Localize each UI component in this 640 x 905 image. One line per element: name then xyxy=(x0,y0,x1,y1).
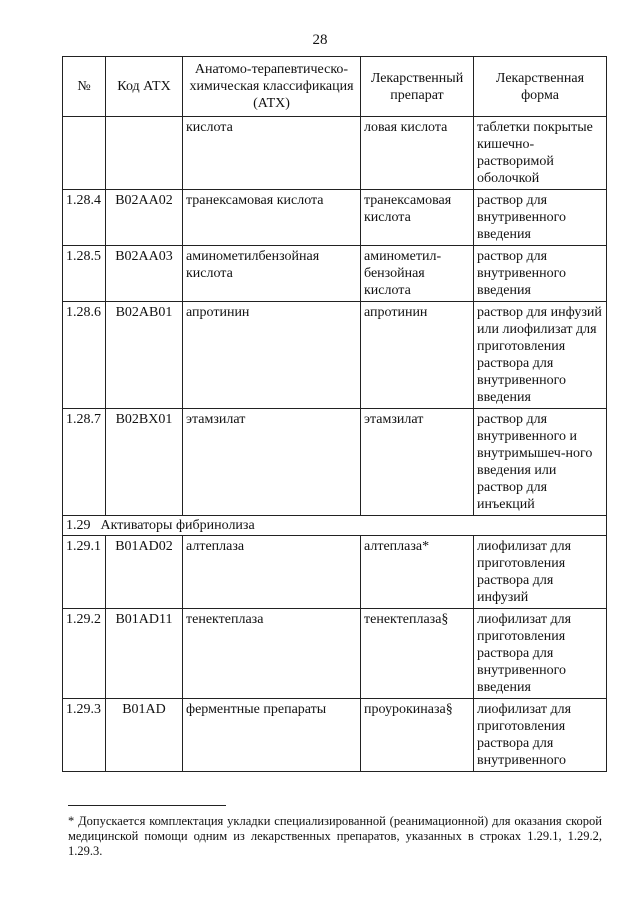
row-number xyxy=(63,117,106,190)
row-dosage-form: раствор для инфузий или лиофилизат для приготовления раствора для внутривенного введения xyxy=(474,302,607,409)
row-drug: аминометил-бензойная кислота xyxy=(361,246,474,302)
row-drug: тенектеплаза§ xyxy=(361,609,474,699)
row-atx-code: B02BX01 xyxy=(106,409,183,516)
row-classification: ферментные препараты xyxy=(183,699,361,772)
footnote-divider xyxy=(68,805,226,806)
table-header-row xyxy=(63,57,607,117)
group-title: Активаторы фибринолиза xyxy=(100,518,255,533)
page-number: 28 xyxy=(312,32,328,48)
row-atx-code xyxy=(106,117,183,190)
row-atx-code: B02AA03 xyxy=(106,246,183,302)
table-row xyxy=(63,246,607,302)
atx-table xyxy=(62,56,607,772)
row-number: 1.28.7 xyxy=(63,409,106,516)
header-atx-code: Код АТХ xyxy=(106,57,183,117)
footnote-text: * Допускается комплектация укладки специализированной (реанимационной) для оказания скорой медицинской помощи одним из лекарственных препаратов, указанных в строках 1.29.1, 1.29.2, 1.29.3. xyxy=(68,814,602,858)
header-drug: Лекарственный препарат xyxy=(361,57,474,117)
row-dosage-form: лиофилизат для приготовления раствора для инфузий xyxy=(474,536,607,609)
row-atx-code: B01AD11 xyxy=(106,609,183,699)
header-number: № xyxy=(63,57,106,117)
row-atx-code: B02AA02 xyxy=(106,190,183,246)
table-row xyxy=(63,302,607,409)
group-number: 1.29 xyxy=(66,518,91,533)
row-drug: проурокиназа§ xyxy=(361,699,474,772)
row-number: 1.29.3 xyxy=(63,699,106,772)
row-number: 1.28.4 xyxy=(63,190,106,246)
table-row xyxy=(63,609,607,699)
group-row xyxy=(63,516,607,536)
row-number: 1.29.1 xyxy=(63,536,106,609)
table-row xyxy=(63,699,607,772)
row-classification: транексамовая кислота xyxy=(183,190,361,246)
row-drug: этамзилат xyxy=(361,409,474,516)
row-classification: алтеплаза xyxy=(183,536,361,609)
row-atx-code: B01AD02 xyxy=(106,536,183,609)
table-row xyxy=(63,190,607,246)
row-dosage-form: таблетки покрытые кишечно-растворимой оболочкой xyxy=(474,117,607,190)
footnote xyxy=(68,814,602,859)
row-classification: этамзилат xyxy=(183,409,361,516)
row-classification: кислота xyxy=(183,117,361,190)
row-number: 1.29.2 xyxy=(63,609,106,699)
row-classification: апротинин xyxy=(183,302,361,409)
row-dosage-form: лиофилизат для приготовления раствора для внутривенного введения xyxy=(474,609,607,699)
row-classification: аминометилбензойная кислота xyxy=(183,246,361,302)
row-dosage-form: раствор для внутривенного и внутримышеч-ного введения или раствор для инъекций xyxy=(474,409,607,516)
row-dosage-form: лиофилизат для приготовления раствора для внутривенного xyxy=(474,699,607,772)
table-row xyxy=(63,409,607,516)
row-number: 1.28.5 xyxy=(63,246,106,302)
row-drug: апротинин xyxy=(361,302,474,409)
row-drug: ловая кислота xyxy=(361,117,474,190)
group-cell xyxy=(63,516,607,536)
table-row xyxy=(63,117,607,190)
row-atx-code: B02AB01 xyxy=(106,302,183,409)
row-dosage-form: раствор для внутривенного введения xyxy=(474,190,607,246)
row-dosage-form: раствор для внутривенного введения xyxy=(474,246,607,302)
row-number: 1.28.6 xyxy=(63,302,106,409)
row-drug: транексамовая кислота xyxy=(361,190,474,246)
row-atx-code: B01AD xyxy=(106,699,183,772)
header-atx-classification: Анатомо-терапевтическо-химическая классификация (АТХ) xyxy=(183,57,361,117)
row-drug: алтеплаза* xyxy=(361,536,474,609)
header-dosage-form: Лекарственная форма xyxy=(474,57,607,117)
table-row xyxy=(63,536,607,609)
row-classification: тенектеплаза xyxy=(183,609,361,699)
